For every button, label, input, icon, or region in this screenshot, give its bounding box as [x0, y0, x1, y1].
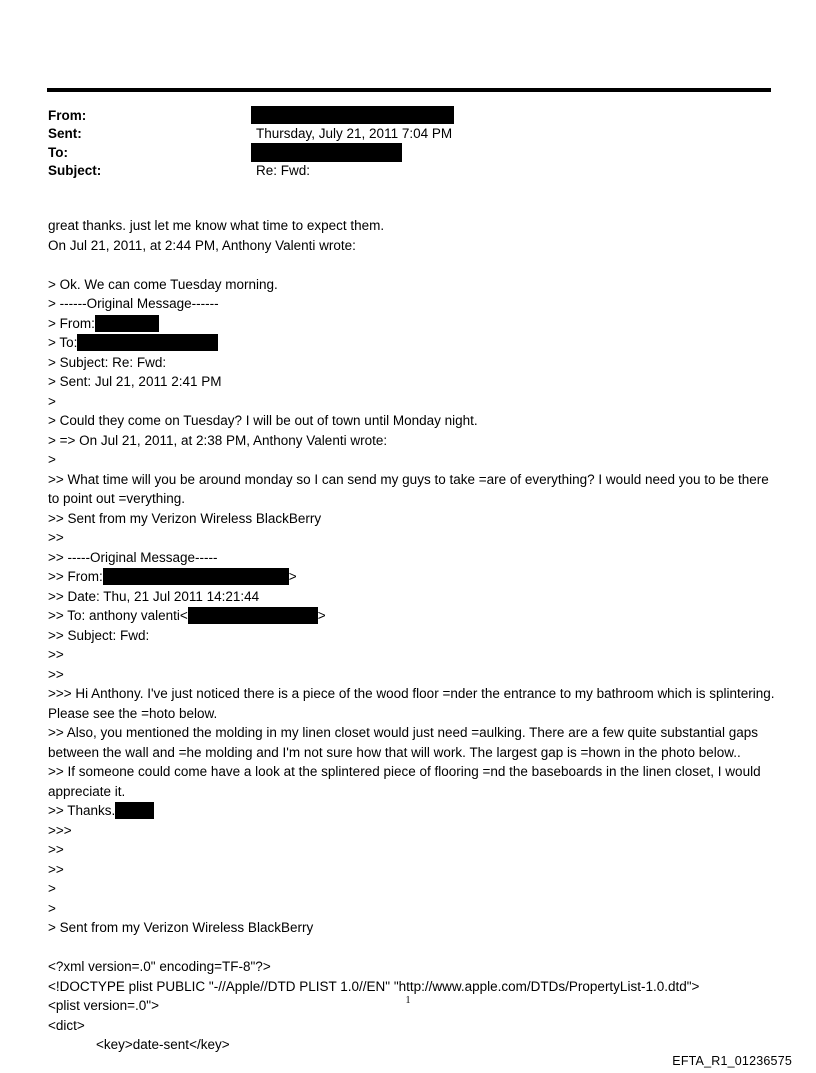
- body-line: great thanks. just let me know what time to expect them.: [48, 218, 385, 233]
- redacted-signature: [115, 802, 154, 819]
- body-paragraph: >>> Hi Anthony. I've just noticed there is a piece of the wood floor =nder the entrance to my bathroom which is splintering. Please see the =hoto below.: [48, 686, 775, 721]
- body-line: >>: [48, 861, 64, 877]
- body-line: > ------Original Message------: [48, 296, 219, 311]
- from-label: From:: [48, 108, 87, 123]
- nested-to-label: >> To: anthony valenti<: [48, 608, 188, 623]
- subject-label: Subject:: [48, 163, 102, 178]
- body-line: >> Date: Thu, 21 Jul 2011 14:21:44: [48, 588, 260, 604]
- xml-line: <?xml version=.0" encoding=TF-8"?>: [48, 959, 271, 974]
- body-paragraph: >> If someone could come have a look at the splintered piece of flooring =nd the baseboards in the linen closet, I would appreciate it.: [48, 764, 761, 799]
- redacted-quoted-from: [95, 315, 159, 332]
- redacted-nested-to: [188, 607, 318, 624]
- body-line: >>>: [48, 822, 72, 838]
- body-line: >> Subject: Fwd:: [48, 627, 150, 643]
- message-body: [48, 216, 776, 1055]
- xml-line: <key>date-sent</key>: [96, 1037, 230, 1052]
- body-line: > => On Jul 21, 2011, at 2:38 PM, Anthony Valenti wrote:: [48, 432, 388, 448]
- body-line: >> Sent from my Verizon Wireless BlackBerry: [48, 510, 322, 526]
- xml-line: <plist version=.0">: [48, 998, 159, 1013]
- quoted-from-line: [48, 314, 776, 334]
- thanks-label: >> Thanks.: [48, 803, 116, 818]
- body-line: > Could they come on Tuesday? I will be out of town until Monday night.: [48, 413, 478, 428]
- nested-from-line: [48, 567, 776, 587]
- body-line: > Ok. We can come Tuesday morning.: [48, 276, 278, 292]
- body-paragraph: >> Also, you mentioned the molding in my linen closet would just need =aulking. There are a few quite substantial gaps between the wall and =he molding and I'm not sure how that will work. The largest gap is =hown in the photo below..: [48, 725, 759, 760]
- body-line: >>: [48, 842, 64, 857]
- nested-to-line: [48, 606, 776, 626]
- header-divider: [47, 88, 771, 92]
- subject-value: Re: Fwd:: [256, 163, 311, 178]
- body-line: >>: [48, 647, 64, 662]
- body-line: >>: [48, 666, 64, 682]
- xml-line: <dict>: [48, 1017, 85, 1033]
- nested-from-tail: >: [288, 569, 297, 584]
- blank-line: [48, 938, 776, 958]
- redacted-to: [251, 143, 402, 162]
- quoted-from-label: > From:: [48, 315, 95, 331]
- nested-from-label: >> From:: [48, 569, 103, 584]
- body-line: > Sent from my Verizon Wireless BlackBerry: [48, 920, 314, 935]
- blank-line: [48, 255, 776, 275]
- sent-value: Thursday, July 21, 2011 7:04 PM: [256, 126, 453, 141]
- body-line: > Subject: Re: Fwd:: [48, 354, 167, 370]
- redacted-nested-from: [103, 568, 289, 585]
- body-line: On Jul 21, 2011, at 2:44 PM, Anthony Valenti wrote:: [48, 237, 356, 253]
- nested-to-tail: >: [317, 608, 326, 623]
- redacted-quoted-to: [77, 334, 218, 351]
- quoted-to-line: [48, 333, 776, 353]
- body-line: >>: [48, 530, 64, 545]
- body-line: > Sent: Jul 21, 2011 2:41 PM: [48, 374, 222, 389]
- document-id: EFTA_R1_01236575: [672, 1054, 792, 1068]
- page-number: 1: [405, 995, 411, 1006]
- thanks-line: [48, 801, 776, 821]
- body-line: >: [48, 393, 56, 409]
- sent-label: Sent:: [48, 126, 82, 141]
- body-line: >: [48, 452, 56, 467]
- body-line: >: [48, 881, 56, 896]
- body-line: >: [48, 900, 56, 916]
- body-paragraph: >> What time will you be around monday so I can send my guys to take =are of everything? I would need you to be there to point out =verything.: [48, 471, 769, 506]
- redacted-from: [251, 106, 454, 124]
- to-label: To:: [48, 145, 68, 160]
- quoted-to-label: > To:: [48, 335, 78, 350]
- body-line: >> -----Original Message-----: [48, 549, 218, 565]
- xml-line: <!DOCTYPE plist PUBLIC "-//Apple//DTD PLIST 1.0//EN" "http://www.apple.com/DTDs/PropertyList-1.0.dtd">: [48, 978, 700, 994]
